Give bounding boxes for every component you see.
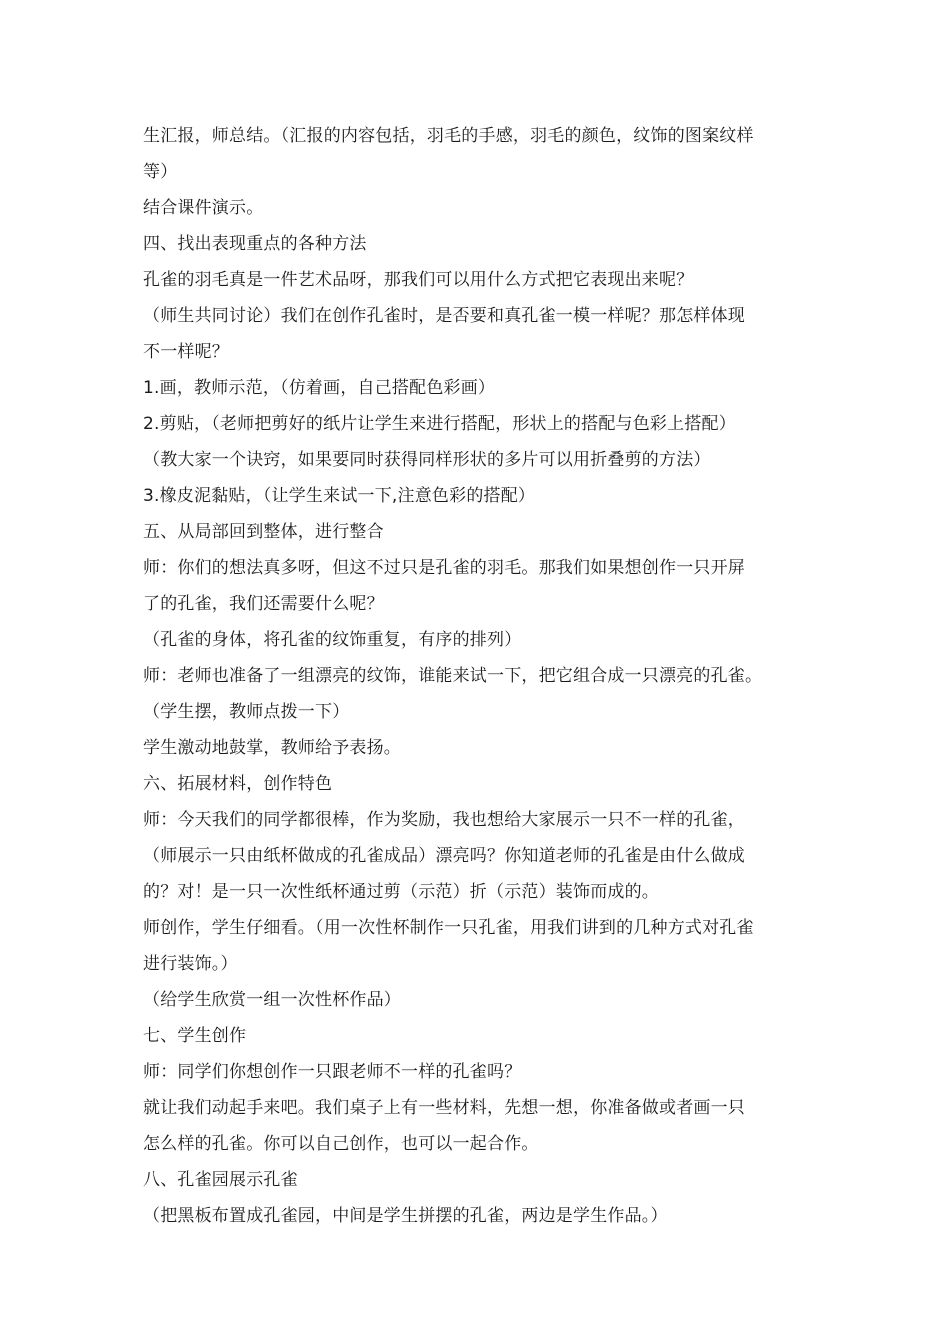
paragraph-line: 的？对！是一只一次性纸杯通过剪（示范）折（示范）装饰而成的。 (143, 882, 659, 902)
paragraph-line: 就让我们动起手来吧。我们桌子上有一些材料，先想一想，你准备做或者画一只 (143, 1098, 745, 1118)
paragraph-line: 结合课件演示。 (143, 198, 264, 218)
paragraph-line: 不一样呢？ (143, 342, 229, 362)
paragraph-line: 师：今天我们的同学都很棒，作为奖励，我也想给大家展示一只不一样的孔雀， (143, 810, 745, 830)
paragraph-line: 师：老师也准备了一组漂亮的纹饰，谁能来试一下，把它组合成一只漂亮的孔雀。 (143, 666, 763, 686)
paragraph-line: 怎么样的孔雀。你可以自己创作，也可以一起合作。 (143, 1134, 539, 1154)
document-body (143, 118, 815, 1234)
section-heading: 五、从局部回到整体，进行整合 (143, 522, 384, 542)
section-heading: 八、孔雀园展示孔雀 (143, 1170, 298, 1190)
section-heading: 四、找出表现重点的各种方法 (143, 234, 367, 254)
paragraph-line: 进行装饰。） (143, 954, 238, 974)
paragraph-line: （给学生欣赏一组一次性杯作品） (143, 990, 401, 1010)
paragraph-line: 学生激动地鼓掌，教师给予表扬。 (143, 738, 401, 758)
paragraph-line: （孔雀的身体，将孔雀的纹饰重复，有序的排列） (143, 630, 522, 650)
list-item: 1.画，教师示范，（仿着画，自己搭配色彩画） (143, 378, 496, 398)
section-heading: 七、学生创作 (143, 1026, 247, 1046)
paragraph-line: （师生共同讨论）我们在创作孔雀时，是否要和真孔雀一模一样呢？那怎样体现 (143, 306, 745, 326)
paragraph-line: 师创作，学生仔细看。（用一次性杯制作一只孔雀，用我们讲到的几种方式对孔雀 (143, 918, 754, 938)
paragraph-line: 等） (143, 162, 178, 182)
paragraph-line: （教大家一个诀窍，如果要同时获得同样形状的多片可以用折叠剪的方法） (143, 450, 711, 470)
paragraph-line: （师展示一只由纸杯做成的孔雀成品）漂亮吗？你知道老师的孔雀是由什么做成 (143, 846, 745, 866)
paragraph-line: 孔雀的羽毛真是一件艺术品呀，那我们可以用什么方式把它表现出来呢？ (143, 270, 694, 290)
paragraph-line: （学生摆，教师点拨一下） (143, 702, 350, 722)
list-item: 3.橡皮泥黏贴，（让学生来试一下,注意色彩的搭配） (143, 486, 536, 506)
section-heading: 六、拓展材料，创作特色 (143, 774, 333, 794)
paragraph-line: 师：你们的想法真多呀，但这不过只是孔雀的羽毛。那我们如果想创作一只开屏 (143, 558, 745, 578)
paragraph-line: 师：同学们你想创作一只跟老师不一样的孔雀吗？ (143, 1062, 522, 1082)
list-item: 2.剪贴，（老师把剪好的纸片让学生来进行搭配，形状上的搭配与色彩上搭配） (143, 414, 736, 434)
paragraph-line: 了的孔雀，我们还需要什么呢？ (143, 594, 384, 614)
paragraph-line: （把黑板布置成孔雀园，中间是学生拼摆的孔雀，两边是学生作品。） (143, 1206, 668, 1226)
paragraph-line: 生汇报，师总结。（汇报的内容包括，羽毛的手感，羽毛的颜色，纹饰的图案纹样 (143, 126, 754, 146)
